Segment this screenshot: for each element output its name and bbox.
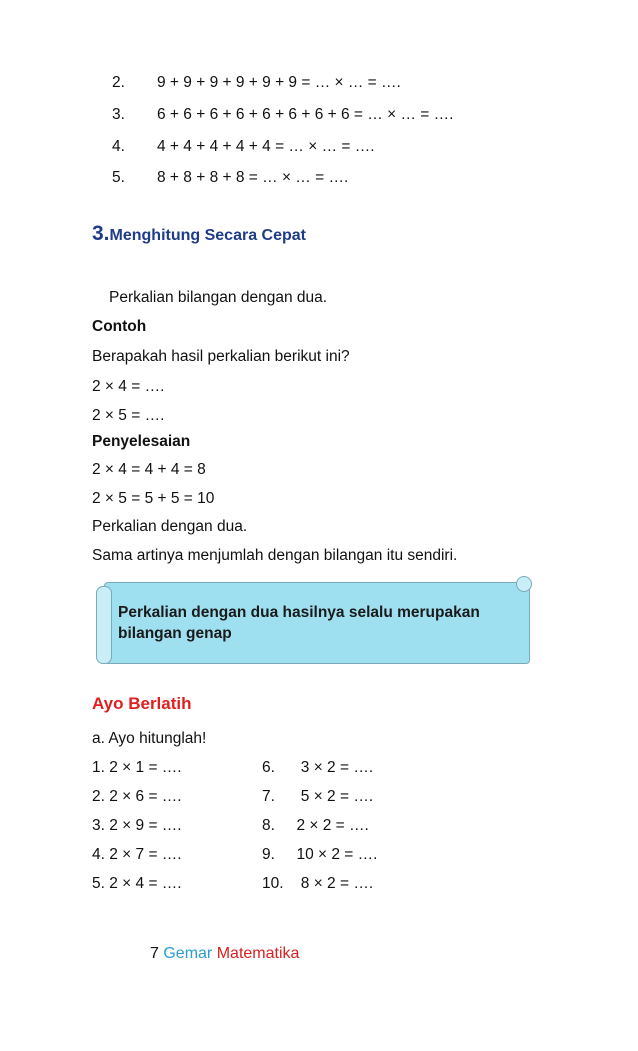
exercise-6: 6. 3 × 2 = ….: [262, 759, 374, 776]
note-1: Perkalian dengan dua.: [92, 518, 248, 535]
list-expression-4: 4 + 4 + 4 + 4 + 4 = … × … = ….: [157, 138, 375, 155]
list-expression-2: 9 + 9 + 9 + 9 + 9 + 9 = … × … = ….: [157, 74, 401, 91]
list-expression-5: 8 + 8 + 8 + 8 = … × … = ….: [157, 169, 349, 186]
callout-text: [118, 602, 480, 644]
list-number-5: 5.: [112, 169, 125, 186]
intro-text: Perkalian bilangan dengan dua.: [109, 289, 328, 306]
list-number-2: 2.: [112, 74, 125, 91]
footer-word-gemar: Gemar: [163, 945, 213, 962]
scroll-curl-icon: [516, 576, 532, 592]
example-1: 2 × 4 = ….: [92, 378, 165, 395]
exercise-4: 4. 2 × 7 = ….: [92, 846, 182, 863]
penyelesaian-label: Penyelesaian: [92, 433, 191, 450]
exercise-5: 5. 2 × 4 = ….: [92, 875, 182, 892]
list-number-3: 3.: [112, 106, 125, 123]
list-number-4: 4.: [112, 138, 125, 155]
note-2: Sama artinya menjumlah dengan bilangan itu sendiri.: [92, 547, 458, 564]
solution-2: 2 × 5 = 5 + 5 = 10: [92, 490, 215, 507]
exercise-1: 1. 2 × 1 = ….: [92, 759, 182, 776]
exercise-10: 10. 8 × 2 = ….: [262, 875, 374, 892]
exercise-8: 8. 2 × 2 = ….: [262, 817, 369, 834]
footer-word-matematika: Matematika: [216, 945, 300, 962]
example-2: 2 × 5 = ….: [92, 407, 165, 424]
section-number: 3.: [92, 222, 110, 245]
question-text: Berapakah hasil perkalian berikut ini?: [92, 348, 350, 365]
section-heading: [92, 222, 306, 246]
exercise-intro: a. Ayo hitunglah!: [92, 730, 207, 747]
list-expression-3: 6 + 6 + 6 + 6 + 6 + 6 + 6 + 6 = … × … = ….: [157, 106, 454, 123]
practice-heading: Ayo Berlatih: [92, 694, 192, 713]
callout-scroll: [96, 576, 530, 662]
exercise-2: 2. 2 × 6 = ….: [92, 788, 182, 805]
solution-1: 2 × 4 = 4 + 4 = 8: [92, 461, 206, 478]
exercise-3: 3. 2 × 9 = ….: [92, 817, 182, 834]
callout-line-2: bilangan genap: [118, 625, 232, 642]
scroll-roll-icon: [96, 586, 112, 664]
page-number: 7: [150, 945, 159, 962]
exercise-9: 9. 10 × 2 = ….: [262, 846, 378, 863]
contoh-label: Contoh: [92, 318, 147, 335]
section-title: Menghitung Secara Cepat: [109, 227, 306, 244]
exercise-7: 7. 5 × 2 = ….: [262, 788, 374, 805]
page-footer: [150, 945, 299, 963]
callout-line-1: Perkalian dengan dua hasilnya selalu merupakan: [118, 604, 480, 621]
